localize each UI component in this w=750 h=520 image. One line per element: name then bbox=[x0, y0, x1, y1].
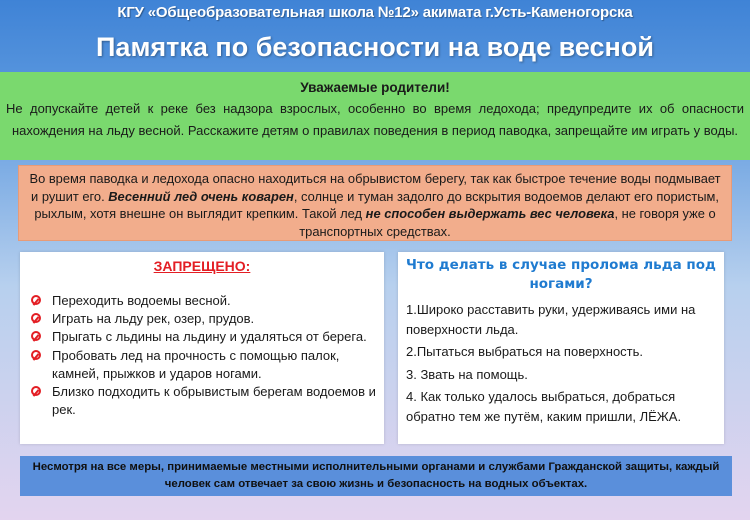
no-entry-icon bbox=[31, 313, 41, 323]
no-entry-icon bbox=[31, 331, 41, 341]
forbidden-item-text: Переходить водоемы весной. bbox=[52, 293, 231, 308]
flood-emphasis-ice: Весенний лед очень коварен bbox=[108, 188, 294, 204]
ice-break-steps bbox=[398, 300, 724, 426]
list-item bbox=[30, 292, 376, 310]
step-item: 1.Широко расставить руки, удерживаясь ими на поверхности льда. bbox=[406, 302, 696, 337]
list-item bbox=[30, 347, 376, 383]
footer-notice: Несмотря на все меры, принимаемые местными исполнительными органами и службами Гражданской защиты, каждый человек сам отвечает за свою жизнь и безопасность на водных объектах. bbox=[20, 456, 732, 496]
school-name: КГУ «Общеобразовательная школа №12» акимата г.Усть-Каменогорска bbox=[117, 4, 633, 21]
parents-text: Не допускайте детей к реке без надзора взрослых, особенно во время ледохода; предупредите их об опасности нахождения на льду весной. Расскажите детям о правилах поведения в период паводка, запрещайте им играть у воды. bbox=[6, 101, 744, 138]
page-title: Памятка по безопасности на воде весной bbox=[96, 32, 654, 62]
flood-emphasis-weight: не способен выдержать вес человека bbox=[365, 206, 615, 221]
flood-text-part3: , не говоря уже о транспортных средствах. bbox=[299, 206, 716, 239]
step-item: 2.Пытаться выбраться на поверхность. bbox=[406, 344, 644, 359]
forbidden-panel bbox=[20, 252, 384, 444]
no-entry-icon bbox=[31, 350, 41, 360]
no-entry-icon bbox=[31, 386, 41, 396]
step-item: 4. Как только удалось выбраться, добраться обратно тем же путём, каким пришли, ЛЁЖА. bbox=[406, 389, 682, 424]
ice-break-heading: Что делать в случае пролома льда под ногами? bbox=[406, 257, 716, 292]
parents-notice bbox=[0, 72, 750, 160]
parents-heading: Уважаемые родители! bbox=[300, 80, 450, 95]
ice-break-panel bbox=[398, 252, 724, 444]
flood-warning bbox=[18, 165, 732, 241]
forbidden-item-text: Пробовать лед на прочность с помощью палок, камней, прыжков и ударов ногами. bbox=[52, 347, 340, 381]
step-item: 3. Звать на помощь. bbox=[406, 366, 528, 382]
flood-text-part2: , солнце и туман задолго до вскрытия водоемов делают его пористым, рыхлым, хотя внешне он выглядит крепким. Такой лед bbox=[34, 188, 719, 221]
forbidden-list bbox=[20, 292, 384, 419]
flood-text-part1: Во время паводка и ледохода опасно находиться на обрывистом берегу, так как быстрое течение воды подмывает и рушит его. bbox=[29, 171, 721, 204]
forbidden-heading: ЗАПРЕЩЕНО: bbox=[153, 258, 251, 274]
forbidden-item-text: Играть на льду рек, озер, прудов. bbox=[52, 311, 255, 327]
list-item bbox=[30, 310, 376, 328]
no-entry-icon bbox=[31, 295, 41, 305]
list-item bbox=[30, 328, 376, 346]
list-item bbox=[30, 383, 376, 419]
forbidden-item-text: Близко подходить к обрывистым берегам водоемов и рек. bbox=[52, 384, 376, 418]
forbidden-item-text: Прыгать с льдины на льдину и удаляться от берега. bbox=[52, 329, 367, 345]
